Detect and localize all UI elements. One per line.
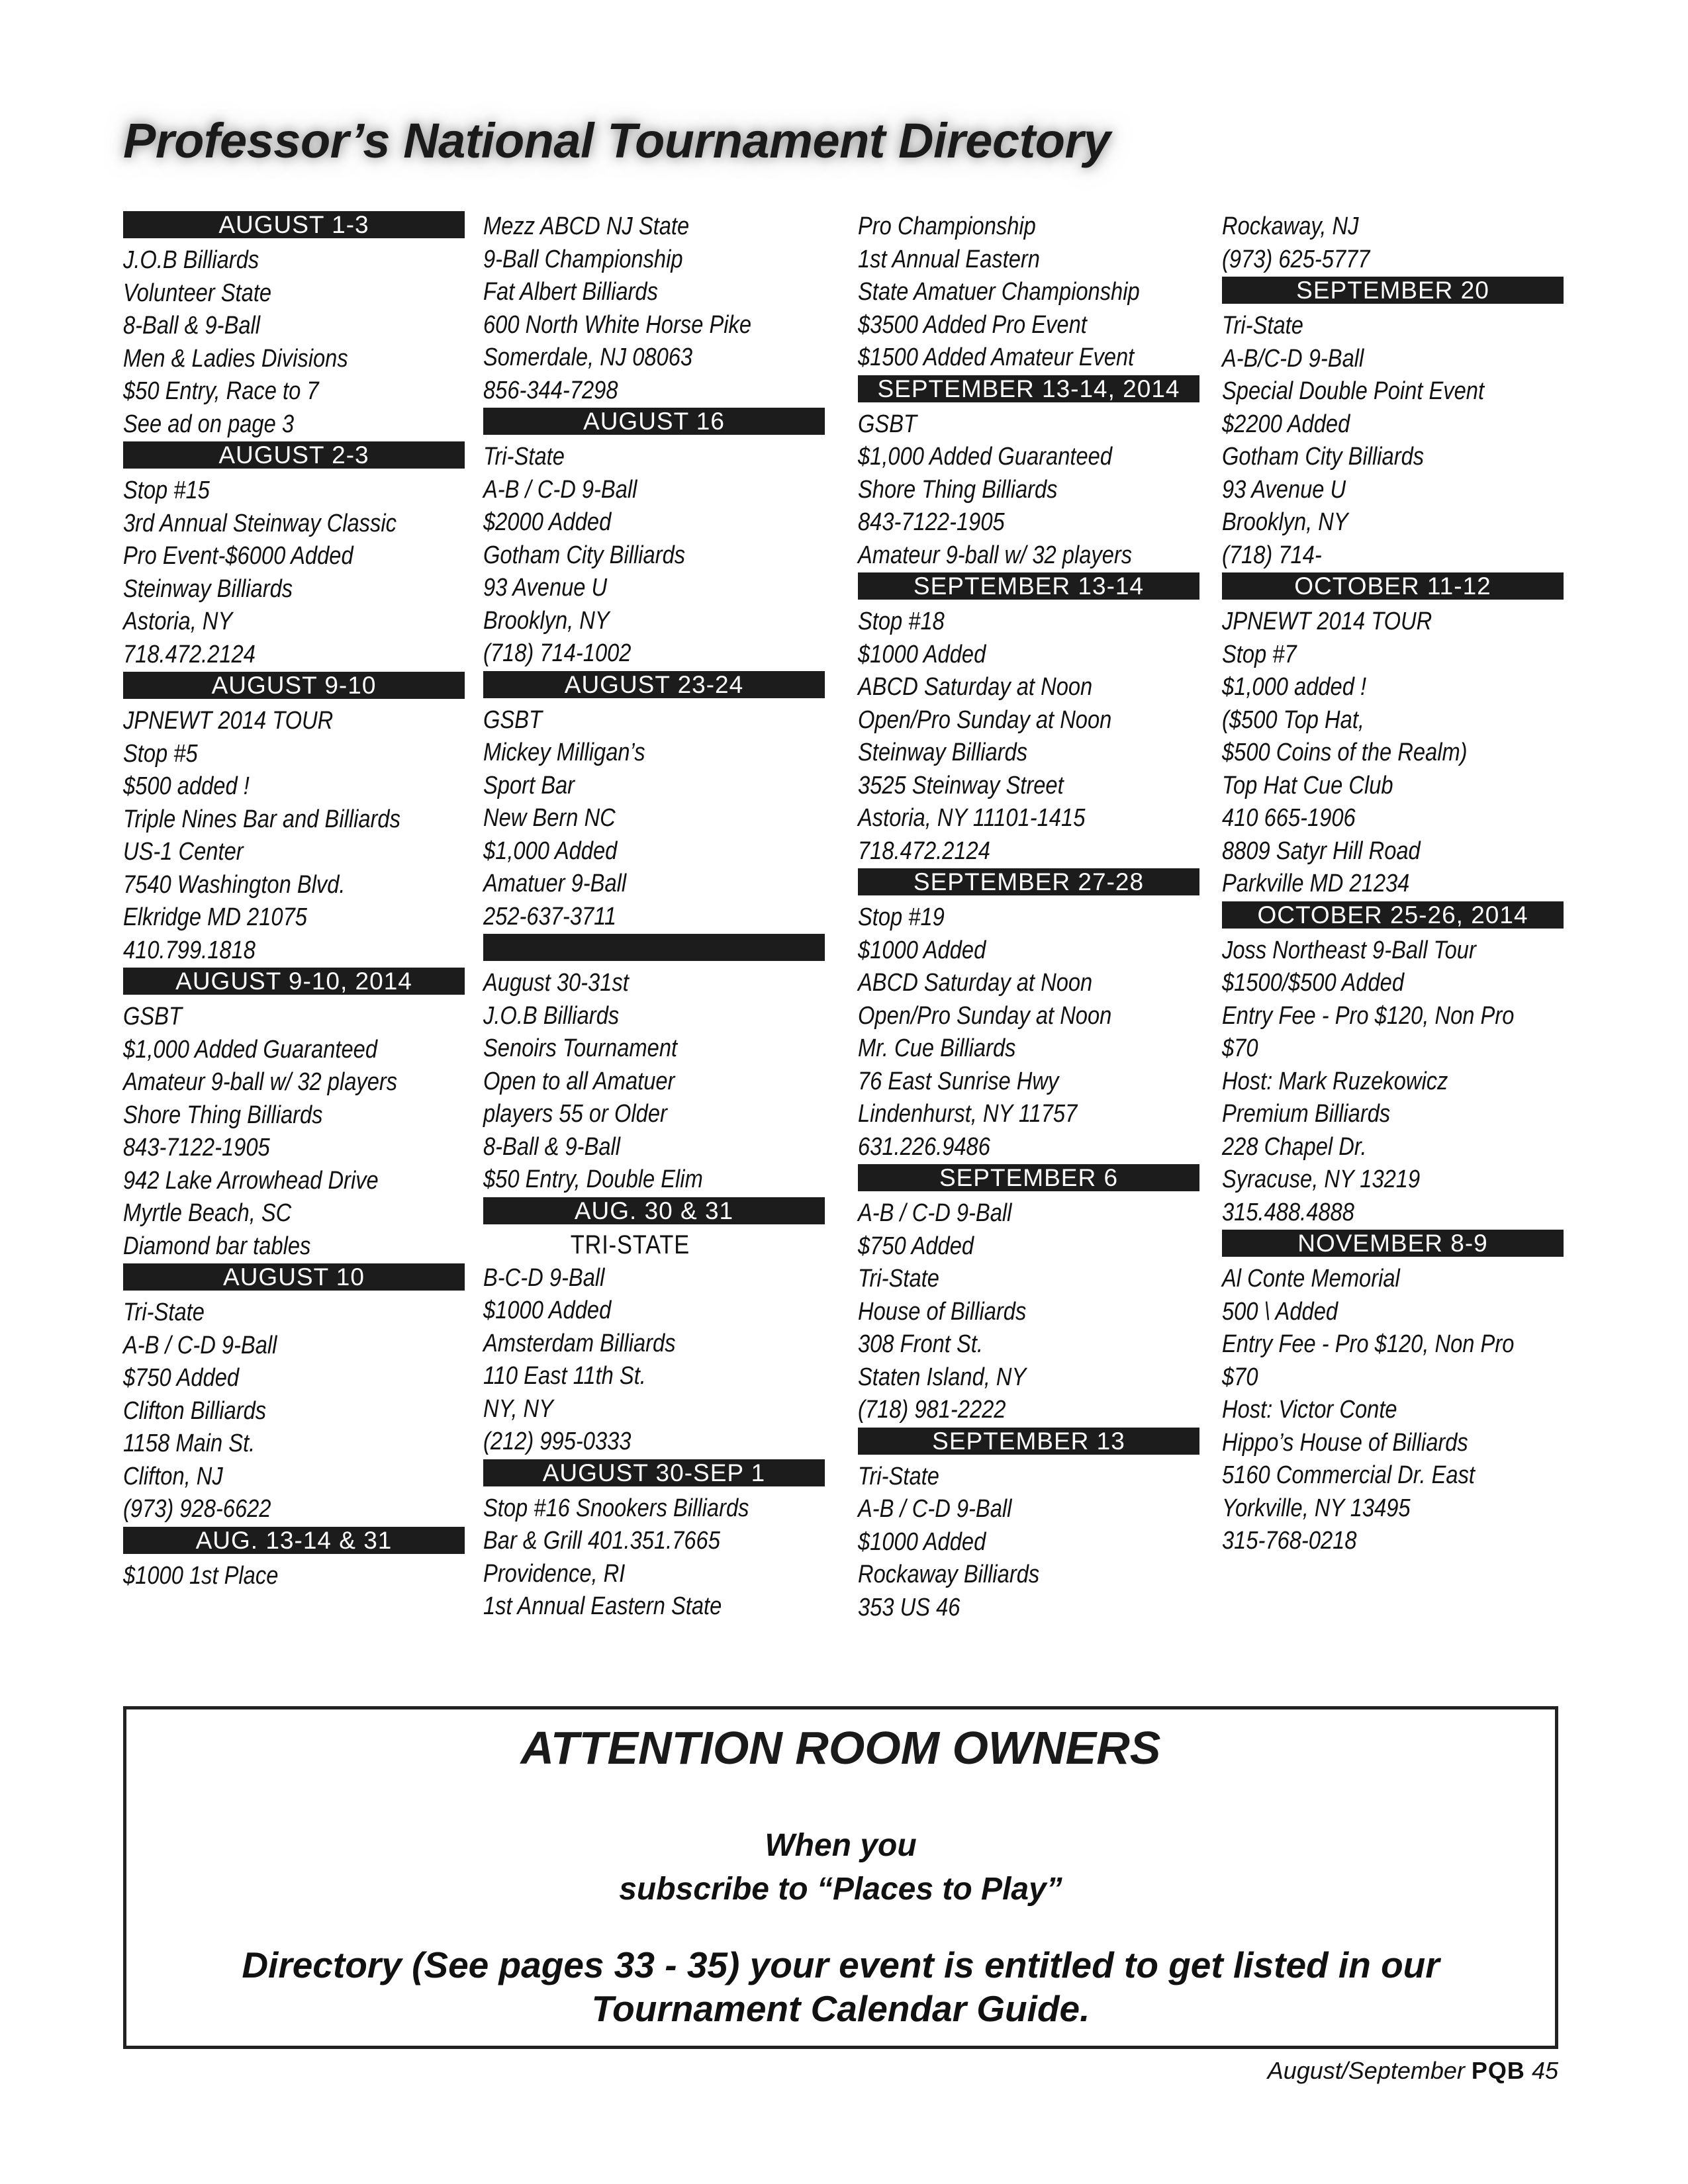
event-line: Premium Billiards: [1222, 1100, 1391, 1128]
event-line: $2200 Added: [1222, 410, 1350, 438]
event-line: 600 North White Horse Pike: [483, 310, 752, 339]
event-line: August 30-31st: [483, 969, 629, 997]
event-line: 942 Lake Arrowhead Drive: [123, 1166, 379, 1195]
event-line: 718.472.2124: [858, 837, 990, 865]
event-line: 315.488.4888: [1222, 1198, 1354, 1226]
attention-room-owners-box: [123, 1706, 1558, 2049]
event-line: Rockaway Billiards: [858, 1561, 1040, 1588]
event-line: 856-344-7298: [483, 376, 618, 404]
event-line: Fat Albert Billiards: [483, 278, 658, 306]
event-line: NY, NY: [483, 1394, 553, 1423]
event-line: (212) 995-0333: [483, 1428, 632, 1455]
event-line: GSBT: [483, 705, 542, 734]
event-line: 1158 Main St.: [123, 1430, 256, 1457]
event-line: Tri-State: [123, 1298, 205, 1326]
event-line: Tri-State: [1222, 312, 1303, 340]
event-line: Tri-State: [858, 1265, 939, 1293]
date-header: AUG. 13-14 & 31: [123, 1527, 465, 1554]
event-line: 718.472.2124: [123, 640, 256, 668]
event-line: J.O.B Billiards: [123, 246, 259, 274]
event-line: Tri-State: [483, 443, 565, 471]
event-line: B-C-D 9-Ball: [483, 1263, 605, 1292]
event-line: Gotham City Billiards: [483, 541, 686, 569]
event-line: Lindenhurst, NY 11757: [858, 1100, 1078, 1128]
event-line: Host: Victor Conte: [1222, 1396, 1397, 1424]
date-header: AUGUST 9-10, 2014: [123, 968, 465, 995]
date-header: SEPTEMBER 6: [858, 1164, 1199, 1191]
event-line: Joss Northeast 9-Ball Tour: [1222, 936, 1476, 964]
event-line: 410 665-1906: [1222, 804, 1356, 832]
event-line: 1st Annual Eastern State: [483, 1592, 722, 1620]
footer-magazine: PQB: [1471, 2057, 1525, 2084]
event-line: A-B / C-D 9-Ball: [858, 1495, 1012, 1523]
event-line: 315-768-0218: [1222, 1527, 1357, 1555]
event-line: Rockaway, NJ: [1222, 212, 1359, 240]
event-line: Open to all Amatuer: [483, 1067, 675, 1095]
event-line: House of Billiards: [858, 1297, 1027, 1326]
event-line: 410.799.1818: [123, 936, 256, 964]
event-line: $1,000 Added Guaranteed: [123, 1035, 378, 1064]
event-line: 252-637-3711: [483, 902, 617, 931]
event-line: Brooklyn, NY: [1222, 508, 1348, 536]
event-line: $50 Entry, Race to 7: [123, 377, 319, 405]
event-line: Open/Pro Sunday at Noon: [858, 705, 1112, 734]
event-line: Senoirs Tournament: [483, 1034, 678, 1062]
event-line: Men & Ladies Divisions: [123, 344, 348, 373]
date-header: AUG. 30 & 31: [483, 1197, 825, 1224]
event-line: $70: [1222, 1034, 1258, 1062]
event-line: Parkville MD 21234: [1222, 870, 1410, 897]
event-line: ABCD Saturday at Noon: [858, 969, 1093, 997]
event-line: See ad on page 3: [123, 410, 295, 438]
event-line: Astoria, NY 11101-1415: [858, 804, 1086, 832]
event-line: 9-Ball Championship: [483, 245, 683, 273]
event-line: 3rd Annual Steinway Classic: [123, 509, 397, 537]
date-header: AUGUST 2-3: [123, 441, 465, 469]
event-line: US-1 Center: [123, 838, 244, 866]
footer-page-number: 45: [1531, 2057, 1558, 2084]
event-line: 228 Chapel Dr.: [1222, 1132, 1367, 1161]
event-line: Amateur 9-ball w/ 32 players: [123, 1068, 398, 1096]
event-line: $1000 1st Place: [123, 1561, 279, 1590]
directory-column-1: [123, 210, 465, 1592]
event-line: $1,000 added !: [1222, 673, 1367, 701]
date-header: OCTOBER 25-26, 2014: [1222, 901, 1564, 929]
event-line: ABCD Saturday at Noon: [858, 673, 1093, 701]
event-line: Amsterdam Billiards: [483, 1329, 676, 1357]
date-header: AUGUST 16: [483, 408, 825, 435]
event-line: players 55 or Older: [483, 1100, 667, 1128]
event-line: 500 \ Added: [1222, 1297, 1338, 1326]
directory-column-3: [858, 210, 1199, 1624]
event-line: Special Double Point Event: [1222, 377, 1485, 405]
event-line: Shore Thing Billiards: [123, 1101, 323, 1129]
event-line: 8-Ball & 9-Ball: [483, 1132, 621, 1161]
event-line: Volunteer State: [123, 279, 272, 307]
event-line: Steinway Billiards: [123, 574, 293, 603]
event-line: Pro Event-$6000 Added: [123, 542, 353, 570]
event-line: ($500 Top Hat,: [1222, 705, 1364, 734]
event-line: Top Hat Cue Club: [1222, 771, 1393, 799]
date-header: SEPTEMBER 27-28: [858, 868, 1199, 895]
event-line: Open/Pro Sunday at Noon: [858, 1001, 1112, 1030]
event-line: Gotham City Billiards: [1222, 443, 1425, 471]
date-header: AUGUST 9-10: [123, 672, 465, 699]
notice-title: ATTENTION ROOM OWNERS: [520, 1722, 1161, 1774]
event-line: $1000 Added: [483, 1297, 612, 1324]
event-line: 93 Avenue U: [1222, 475, 1346, 504]
event-line: Steinway Billiards: [858, 739, 1028, 766]
event-line: $1500 Added Amateur Event: [858, 343, 1135, 371]
event-line: 308 Front St.: [858, 1330, 983, 1358]
event-line: 631.226.9486: [858, 1132, 990, 1161]
event-line: $750 Added: [858, 1232, 974, 1260]
date-header: OCTOBER 11-12: [1222, 572, 1564, 600]
event-line: GSBT: [123, 1003, 182, 1030]
event-line: New Bern NC: [483, 804, 616, 832]
event-line: A-B / C-D 9-Ball: [858, 1199, 1012, 1227]
directory-column-2: [483, 210, 825, 1623]
event-line: $1500/$500 Added: [1222, 969, 1405, 997]
event-line: 843-7122-1905: [123, 1134, 270, 1161]
event-line: Bar & Grill 401.351.7665: [483, 1527, 720, 1555]
date-header: SEPTEMBER 13: [858, 1428, 1199, 1455]
notice-line: When you: [765, 1828, 917, 1863]
event-line: (718) 981-2222: [858, 1396, 1006, 1424]
directory-column-4: [1222, 210, 1564, 1558]
event-line: Stop #18: [858, 608, 945, 635]
event-line: 8-Ball & 9-Ball: [123, 312, 261, 340]
event-line: $500 Coins of the Realm): [1222, 739, 1468, 766]
event-line: $1000 Added: [858, 1527, 986, 1556]
event-line: Entry Fee - Pro $120, Non Pro: [1222, 1330, 1515, 1358]
date-header: AUGUST 10: [123, 1263, 465, 1291]
event-line: JPNEWT 2014 TOUR: [123, 707, 334, 735]
event-line: Brooklyn, NY: [483, 606, 610, 635]
date-header: AUGUST 1-3: [123, 211, 465, 238]
notice-line: Directory (See pages 33 - 35) your event is entitled to get listed in our: [242, 1944, 1440, 1985]
event-line: J.O.B Billiards: [483, 1001, 620, 1030]
event-line: Yorkville, NY 13495: [1222, 1494, 1411, 1522]
date-header: AUGUST 23-24: [483, 671, 825, 698]
event-line: $50 Entry, Double Elim: [483, 1165, 703, 1193]
event-subheading: TRI-STATE: [570, 1230, 690, 1259]
event-line: Astoria, NY: [123, 608, 233, 635]
event-line: $1000 Added: [858, 936, 986, 964]
event-line: $2000 Added: [483, 508, 612, 536]
event-line: Al Conte Memorial: [1222, 1265, 1400, 1293]
event-line: Providence, RI: [483, 1559, 626, 1588]
event-line: Stop #19: [858, 903, 945, 931]
event-line: 353 US 46: [858, 1593, 961, 1621]
event-line: (718) 714-: [1222, 541, 1322, 569]
event-line: $70: [1222, 1363, 1258, 1391]
event-line: $1,000 Added Guaranteed: [858, 443, 1113, 471]
event-line: Mezz ABCD NJ State: [483, 212, 690, 240]
event-line: Clifton Billiards: [123, 1396, 267, 1425]
event-line: A-B / C-D 9-Ball: [123, 1331, 277, 1359]
event-line: Elkridge MD 21075: [123, 903, 307, 931]
event-line: $750 Added: [123, 1364, 240, 1392]
event-line: Stop #16 Snookers Billiards: [483, 1494, 749, 1522]
event-line: Staten Island, NY: [858, 1363, 1027, 1391]
date-header: SEPTEMBER 13-14: [858, 572, 1199, 600]
event-line: Shore Thing Billiards: [858, 475, 1058, 504]
event-line: Stop #15: [123, 477, 210, 504]
event-line: 843-7122-1905: [858, 508, 1005, 536]
date-header: [483, 934, 825, 961]
page-title: Professor’s National Tournament Directory: [123, 113, 1111, 168]
event-line: A-B / C-D 9-Ball: [483, 475, 637, 504]
event-line: 93 Avenue U: [483, 574, 608, 602]
event-line: 8809 Satyr Hill Road: [1222, 837, 1421, 865]
event-line: $500 added !: [123, 772, 250, 800]
event-line: Host: Mark Ruzekowicz: [1222, 1067, 1448, 1095]
event-line: $1000 Added: [858, 640, 986, 668]
date-header: NOVEMBER 8-9: [1222, 1230, 1564, 1257]
event-line: GSBT: [858, 410, 917, 438]
event-line: Entry Fee - Pro $120, Non Pro: [1222, 1001, 1515, 1030]
date-header: SEPTEMBER 13-14, 2014: [858, 375, 1199, 402]
event-line: State Amatuer Championship: [858, 278, 1140, 306]
event-line: 1st Annual Eastern: [858, 245, 1040, 273]
event-line: 110 East 11th St.: [483, 1362, 646, 1390]
date-header: AUGUST 30-SEP 1: [483, 1459, 825, 1486]
event-line: Stop #7: [1222, 640, 1297, 668]
event-line: Triple Nines Bar and Billiards: [123, 805, 400, 833]
event-line: 7540 Washington Blvd.: [123, 870, 346, 899]
event-line: (718) 714-1002: [483, 639, 632, 667]
event-line: Stop #5: [123, 739, 198, 768]
event-line: 76 East Sunrise Hwy: [858, 1067, 1059, 1095]
event-line: Hippo’s House of Billiards: [1222, 1428, 1468, 1457]
notice-line: Tournament Calendar Guide.: [591, 1988, 1090, 2029]
event-line: Mr. Cue Billiards: [858, 1034, 1016, 1062]
event-line: A-B/C-D 9-Ball: [1222, 344, 1364, 373]
notice-line: subscribe to “Places to Play”: [619, 1872, 1062, 1907]
event-line: (973) 928-6622: [123, 1495, 271, 1523]
page-footer: [1268, 2057, 1558, 2085]
event-line: Syracuse, NY 13219: [1222, 1165, 1421, 1193]
event-line: $1,000 Added: [483, 837, 618, 865]
event-line: $3500 Added Pro Event: [858, 310, 1087, 339]
date-header: SEPTEMBER 20: [1222, 277, 1564, 304]
event-line: Amateur 9-ball w/ 32 players: [858, 541, 1133, 569]
event-line: (973) 625-5777: [1222, 245, 1370, 273]
event-line: Tri-State: [858, 1462, 939, 1490]
event-line: Sport Bar: [483, 771, 575, 799]
event-line: Clifton, NJ: [123, 1462, 223, 1490]
event-line: Myrtle Beach, SC: [123, 1199, 292, 1227]
event-line: Pro Championship: [858, 212, 1036, 240]
event-line: 5160 Commercial Dr. East: [1222, 1461, 1476, 1489]
event-line: Somerdale, NJ 08063: [483, 343, 693, 371]
event-line: JPNEWT 2014 TOUR: [1222, 608, 1432, 635]
event-line: 3525 Steinway Street: [858, 771, 1064, 799]
event-line: Amatuer 9-Ball: [483, 870, 627, 897]
event-line: Diamond bar tables: [123, 1232, 311, 1260]
event-line: Mickey Milligan’s: [483, 739, 645, 766]
footer-issue: August/September: [1267, 2057, 1465, 2084]
